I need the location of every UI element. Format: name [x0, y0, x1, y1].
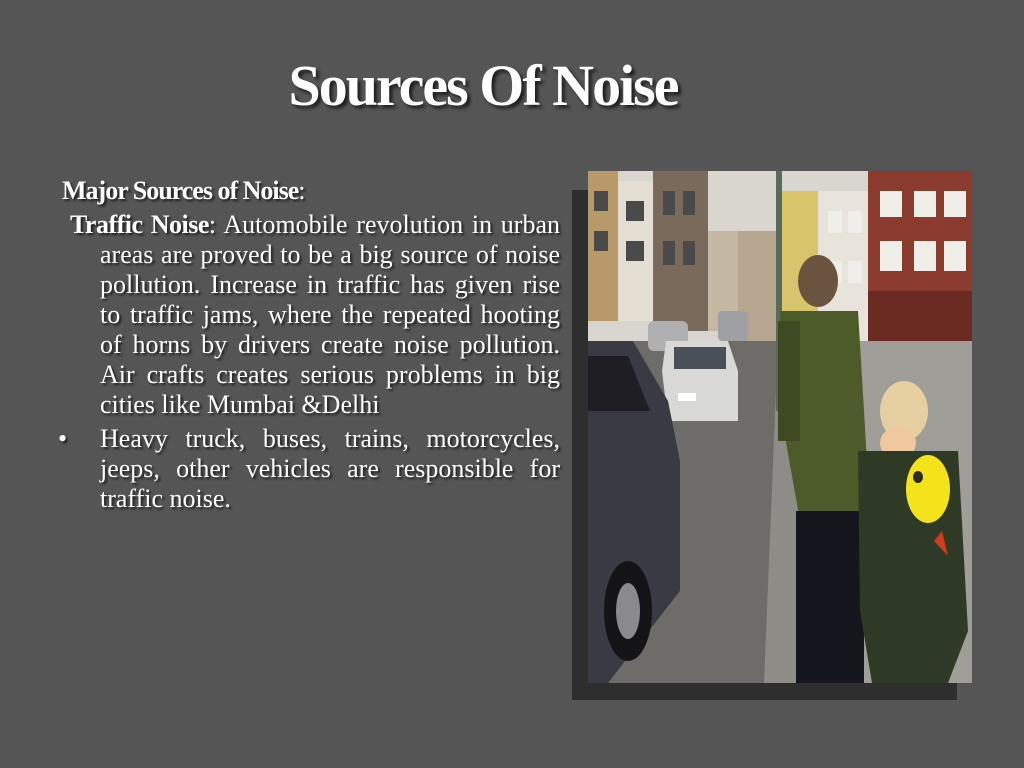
bullet-text: Heavy truck, buses, trains, motorcycles, jeeps, other vehicles are responsible for traffic noise. [100, 424, 560, 513]
bullet-item [58, 424, 560, 514]
subheading-label: Major Sources of Noise [62, 176, 299, 205]
traffic-noise-paragraph [62, 210, 560, 420]
subheading [62, 176, 560, 206]
subheading-colon: : [298, 176, 306, 205]
street-photo-illustration [588, 171, 972, 683]
traffic-noise-lead: Traffic Noise [70, 210, 209, 239]
bullet-icon: • [58, 424, 68, 453]
traffic-noise-colon: : [208, 210, 217, 239]
traffic-noise-text: Automobile revolution in urban areas are proved to be a big source of noise pollution. Increase in traffic has given rise to traffic jams, where the repeated hooting of horns by drivers create noise pollution. Air crafts creates serious problems in big cities like Mumbai &Delhi [100, 210, 560, 419]
slide-title: Sources Of Noise [288, 53, 678, 118]
street-photo [588, 171, 972, 683]
slide-body [58, 176, 560, 514]
